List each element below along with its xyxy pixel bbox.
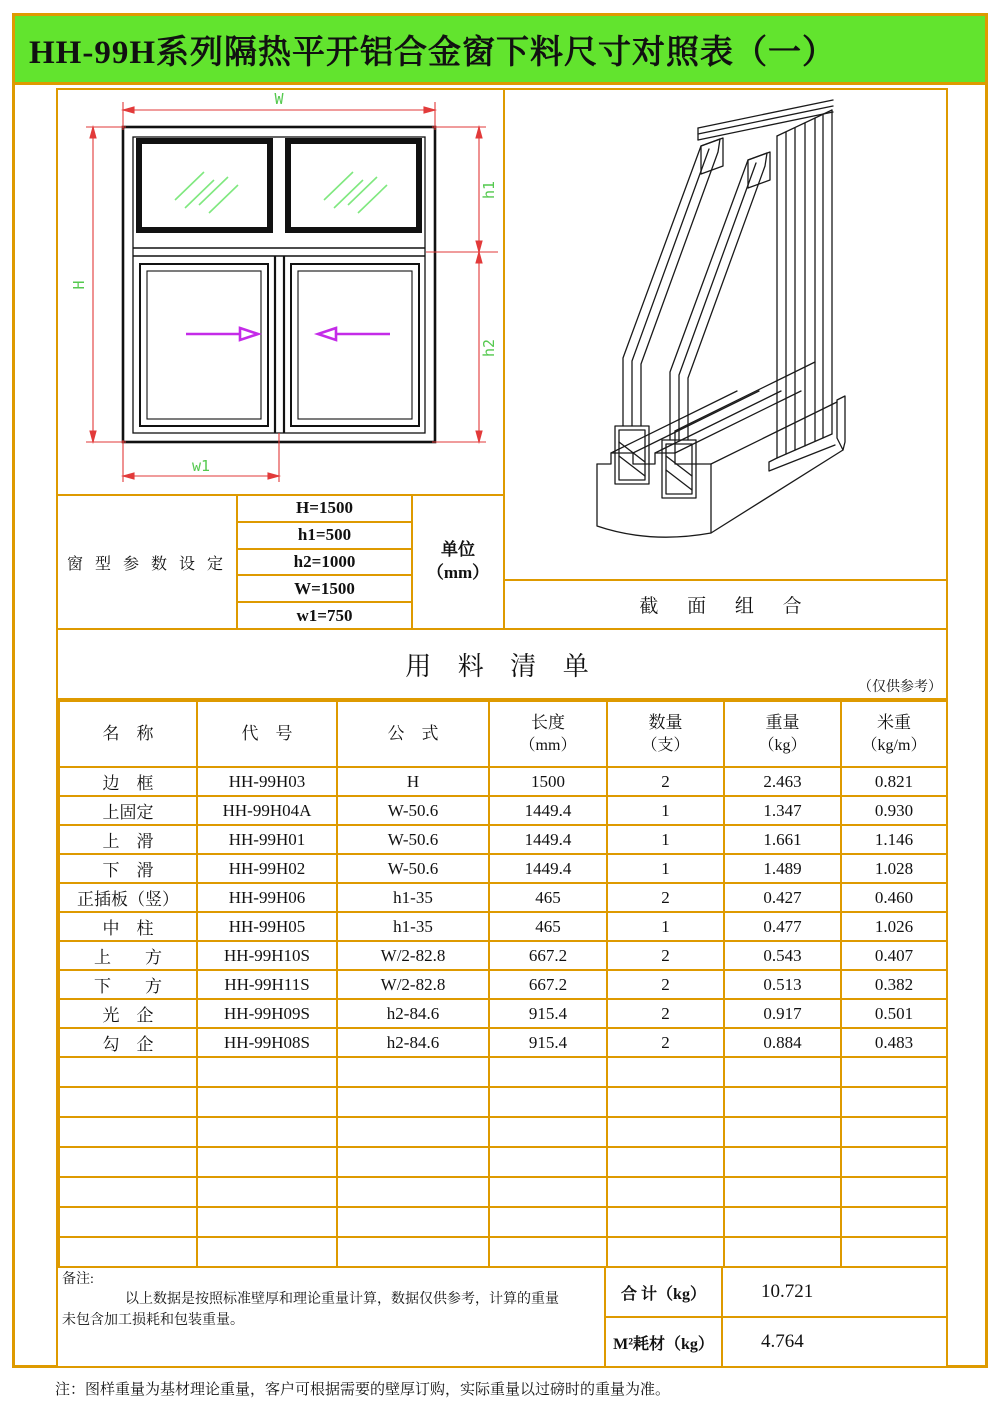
col-code: 代 号 bbox=[197, 701, 337, 767]
remark-label: 备注: bbox=[62, 1272, 94, 1287]
per-m2-label: M²耗材（kg） bbox=[606, 1318, 723, 1366]
table-row: 光 企 HH-99H09S h2-84.6 915.4 2 0.917 0.501 bbox=[59, 999, 947, 1028]
dim-label-h1: h1 bbox=[480, 180, 498, 200]
totals-cell bbox=[606, 1268, 946, 1366]
table-row: 上 滑 HH-99H01 W-50.6 1449.4 1 1.661 1.146 bbox=[59, 825, 947, 854]
table-row: 上固定 HH-99H04A W-50.6 1449.4 1 1.347 0.930 bbox=[59, 796, 947, 825]
param-w1: w1=750 bbox=[296, 605, 353, 625]
summary-band bbox=[58, 1268, 946, 1366]
slide-arrow-icons bbox=[186, 328, 390, 340]
empty-row bbox=[59, 1117, 947, 1147]
parameter-table-title: 窗 型 参 数 设 定 bbox=[58, 496, 238, 628]
total-value: 10.721 bbox=[761, 1281, 814, 1302]
materials-table bbox=[58, 700, 948, 1268]
empty-row bbox=[59, 1207, 947, 1237]
per-m2-row bbox=[606, 1318, 946, 1366]
remark-line1: 以上数据是按照标准壁厚和理论重量计算，数据仅供参考，计算的重量 bbox=[125, 1292, 559, 1308]
col-mweight: 米重 （kg/m） bbox=[841, 701, 947, 767]
dim-label-h2: h2 bbox=[480, 338, 498, 358]
empty-row bbox=[59, 1087, 947, 1117]
table-header-row bbox=[59, 701, 947, 767]
col-qty: 数量 （支） bbox=[607, 701, 724, 767]
col-weight: 重量 （kg） bbox=[724, 701, 841, 767]
dim-label-w: W bbox=[274, 90, 284, 108]
per-m2-value: 4.764 bbox=[761, 1331, 804, 1352]
footnote: 注：图样重量为基材理论重量，客户可根据需要的壁厚订购，实际重量以过磅时的重量为准。 bbox=[55, 1382, 671, 1398]
param-H: H=1500 bbox=[238, 496, 411, 523]
cross-section-column bbox=[505, 90, 948, 628]
col-length: 长度 （mm） bbox=[489, 701, 607, 767]
table-row: 勾 企 HH-99H08S h2-84.6 915.4 2 0.884 0.483 bbox=[59, 1028, 947, 1057]
cross-section-drawing bbox=[505, 90, 948, 579]
empty-row bbox=[59, 1177, 947, 1207]
col-formula: 公 式 bbox=[337, 701, 489, 767]
window-frame bbox=[123, 127, 435, 442]
window-elevation-svg bbox=[58, 90, 503, 494]
empty-row bbox=[59, 1237, 947, 1267]
window-diagram-column bbox=[58, 90, 505, 628]
parameter-table bbox=[58, 494, 503, 628]
dim-label-h: H bbox=[70, 280, 88, 290]
remark-cell bbox=[58, 1268, 606, 1366]
title-bar bbox=[15, 16, 985, 85]
col-name: 名 称 bbox=[59, 701, 197, 767]
page-title: HH-99H系列隔热平开铝合金窗下料尺寸对照表（一） bbox=[29, 34, 836, 71]
document-frame bbox=[12, 13, 988, 1368]
param-W: W=1500 bbox=[238, 576, 411, 603]
table-row: 下 滑 HH-99H02 W-50.6 1449.4 1 1.489 1.028 bbox=[59, 854, 947, 883]
table-row: 上 方 HH-99H10S W/2-82.8 667.2 2 0.543 0.407 bbox=[59, 941, 947, 970]
parameter-values bbox=[238, 496, 413, 628]
table-row: 下 方 HH-99H11S W/2-82.8 667.2 2 0.513 0.382 bbox=[59, 970, 947, 999]
param-h2: h2=1000 bbox=[238, 550, 411, 577]
table-row: 正插板（竖） HH-99H06 h1-35 465 2 0.427 0.460 bbox=[59, 883, 947, 912]
glass-hatch-icon bbox=[175, 172, 387, 213]
unit-value: （mm） bbox=[426, 563, 490, 582]
top-section bbox=[58, 90, 946, 630]
unit-cell bbox=[413, 496, 503, 628]
main-table bbox=[56, 88, 948, 1368]
total-label: 合 计（kg） bbox=[606, 1268, 723, 1316]
cross-section-svg bbox=[505, 90, 948, 574]
total-row bbox=[606, 1268, 946, 1318]
unit-label: 单位 bbox=[441, 540, 475, 560]
param-h1: h1=500 bbox=[238, 523, 411, 550]
table-row: 边 框 HH-99H03 H 1500 2 2.463 0.821 bbox=[59, 767, 947, 796]
window-elevation-diagram bbox=[58, 90, 503, 494]
cross-section-caption: 截 面 组 合 bbox=[505, 579, 948, 628]
materials-list-header bbox=[58, 630, 946, 700]
dim-label-w1: w1 bbox=[191, 457, 211, 475]
reference-note: （仅供参考） bbox=[858, 680, 942, 695]
empty-row bbox=[59, 1057, 947, 1087]
materials-list-title: 用 料 清 单 bbox=[405, 651, 599, 681]
remark-line2: 未包含加工损耗和包装重量。 bbox=[62, 1312, 244, 1328]
empty-row bbox=[59, 1147, 947, 1177]
table-row: 中 柱 HH-99H05 h1-35 465 1 0.477 1.026 bbox=[59, 912, 947, 941]
